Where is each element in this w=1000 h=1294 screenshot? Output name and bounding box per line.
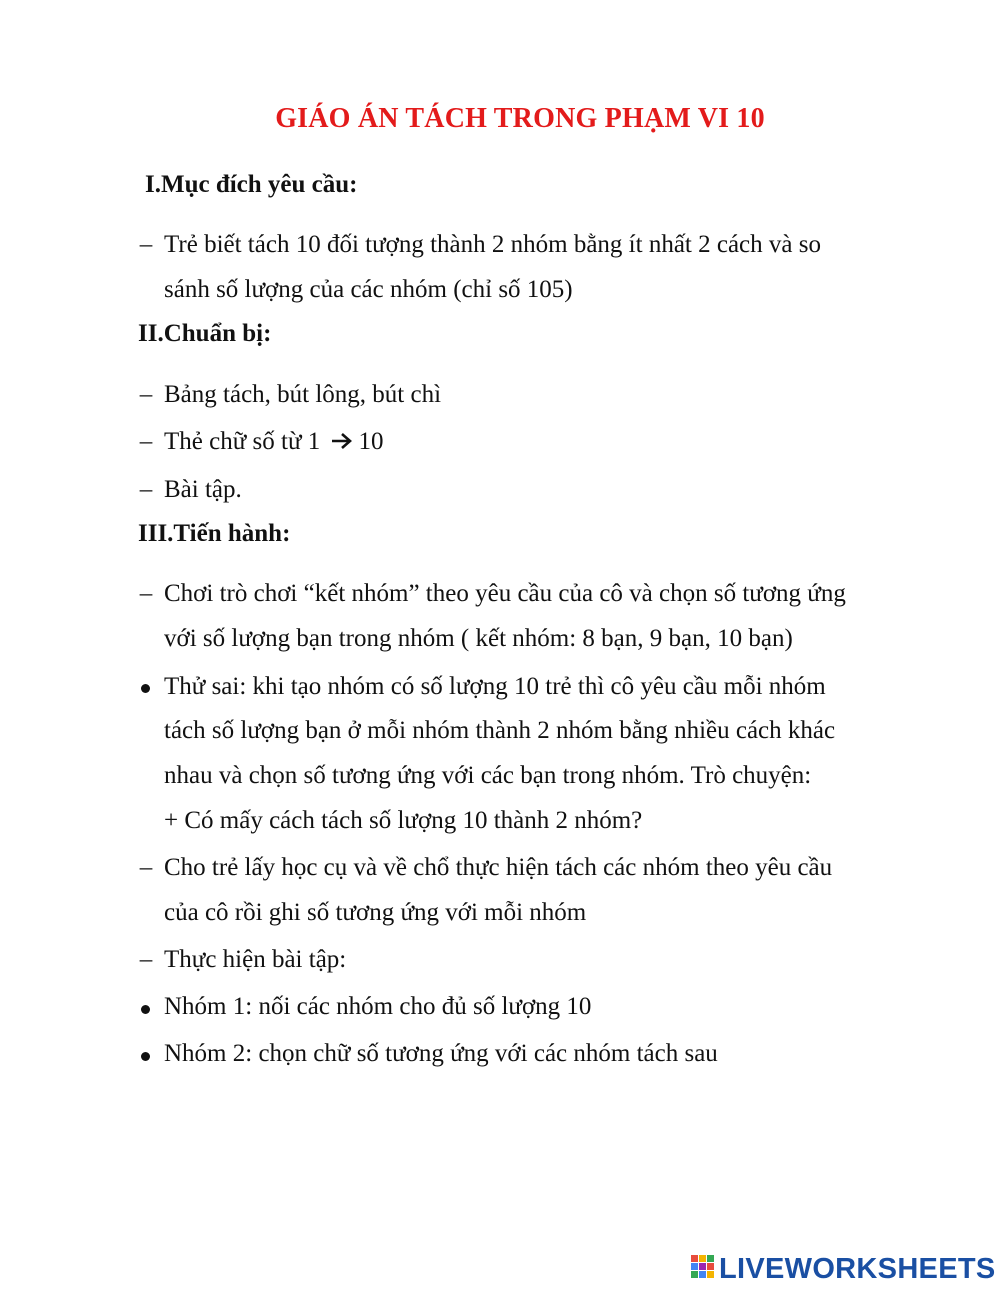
preparation-item-1: Bảng tách, bút lông, bút chì [164, 381, 442, 408]
bullet-dot [141, 684, 150, 693]
document-title: GIÁO ÁN TÁCH TRONG PHẠM VI 10 [275, 103, 765, 134]
procedure-item-3-line-1: Cho trẻ lấy học cụ và về chổ thực hiện tách các nhóm theo yêu cầu [164, 854, 833, 881]
dash-marker: – [139, 428, 153, 455]
bullet-dot [141, 1052, 150, 1061]
arrow-right-icon [331, 429, 353, 457]
purpose-item-line-2: sánh số lượng của các nhóm (chỉ số 105) [164, 276, 573, 303]
procedure-item-2-line-1: Thử sai: khi tạo nhóm có số lượng 10 trẻ thì cô yêu cầu mỗi nhóm [164, 673, 826, 700]
preparation-item-2 [164, 428, 384, 457]
dash-marker: – [139, 231, 153, 258]
section-heading-purpose: I.Mục đích yêu cầu: [145, 171, 358, 198]
procedure-item-5: Nhóm 1: nối các nhóm cho đủ số lượng 10 [164, 993, 592, 1020]
liveworksheets-logo-icon [691, 1255, 715, 1284]
purpose-item-line-1: Trẻ biết tách 10 đối tượng thành 2 nhóm bằng ít nhất 2 cách và so [164, 231, 821, 258]
brand-name: LIVEWORKSHEETS [719, 1252, 996, 1285]
section-heading-preparation: II.Chuẩn bị: [138, 320, 272, 347]
dash-marker: – [139, 381, 153, 408]
dash-marker: – [139, 476, 153, 503]
procedure-item-4: Thực hiện bài tập: [164, 946, 347, 973]
procedure-item-2-line-2: tách số lượng bạn ở mỗi nhóm thành 2 nhóm bằng nhiều cách khác [164, 717, 836, 744]
procedure-item-1-line-2: với số lượng bạn trong nhóm ( kết nhóm: 8 bạn, 9 bạn, 10 bạn) [164, 625, 793, 652]
section-heading-procedure: III.Tiến hành: [138, 520, 291, 547]
dash-marker: – [139, 946, 153, 973]
liveworksheets-brand [691, 1251, 996, 1287]
procedure-item-1-line-1: Chơi trò chơi “kết nhóm” theo yêu cầu của cô và chọn số tương ứng [164, 580, 846, 607]
dash-marker: – [139, 854, 153, 881]
procedure-item-2-line-3: nhau và chọn số tương ứng với các bạn trong nhóm. Trò chuyện: [164, 762, 812, 789]
procedure-item-3-line-2: của cô rồi ghi số tương ứng với mỗi nhóm [164, 899, 587, 926]
procedure-item-6: Nhóm 2: chọn chữ số tương ứng với các nhóm tách sau [164, 1040, 718, 1067]
procedure-item-2-line-4: + Có mấy cách tách số lượng 10 thành 2 nhóm? [164, 807, 643, 834]
dash-marker: – [139, 580, 153, 607]
preparation-item-3: Bài tập. [164, 476, 242, 503]
bullet-dot [141, 1005, 150, 1014]
preparation-item-2-text: Thẻ chữ số từ 1 [164, 428, 321, 455]
preparation-item-2-end: 10 [358, 428, 384, 455]
